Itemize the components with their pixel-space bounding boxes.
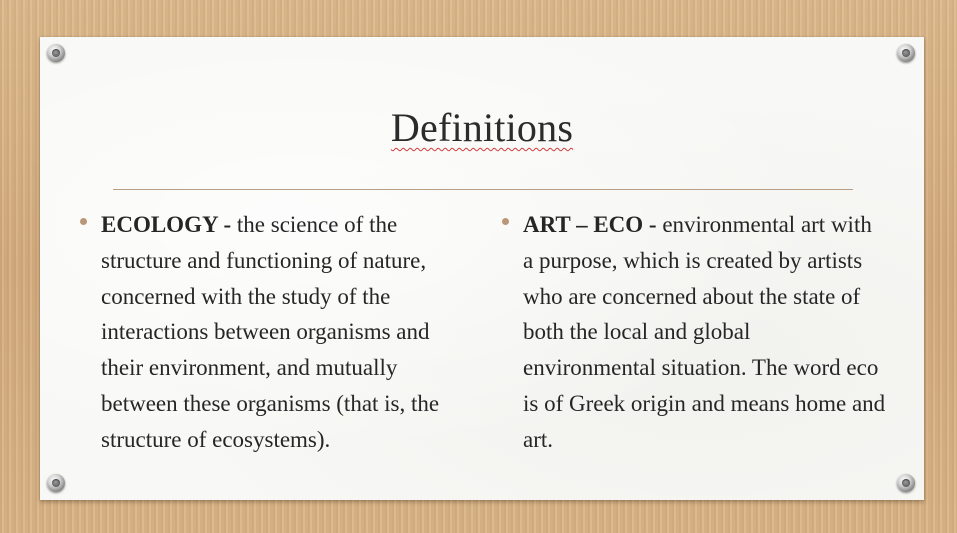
definition-term: ECOLOGY - (101, 212, 232, 237)
bullet-icon (80, 218, 87, 225)
definition-paragraph[interactable] (80, 207, 465, 458)
definition-term: ART – ECO - (523, 212, 657, 237)
title-divider (113, 189, 853, 190)
pushpin-icon (897, 44, 915, 62)
definition-ecology[interactable] (80, 207, 465, 458)
pushpin-icon (47, 474, 65, 492)
slide-title-text[interactable]: Definitions (390, 105, 574, 150)
definition-paragraph[interactable] (502, 207, 887, 458)
definition-text: environmental art with a purpose, which is created by artists who are concerned about the state of both the local and global environmental situation. The word eco is of Greek origin and means home and art. (523, 212, 886, 452)
pushpin-icon (47, 44, 65, 62)
bullet-icon (502, 218, 509, 225)
definition-text: the science of the structure and functioning of nature, concerned with the study of the interactions between organisms and their environment, and mutually between these organisms (that is, the structure of ecosystems). (101, 212, 440, 452)
definition-art-eco[interactable] (502, 207, 887, 458)
slide-title[interactable] (40, 104, 924, 152)
slide-card (40, 37, 924, 500)
pushpin-icon (897, 474, 915, 492)
